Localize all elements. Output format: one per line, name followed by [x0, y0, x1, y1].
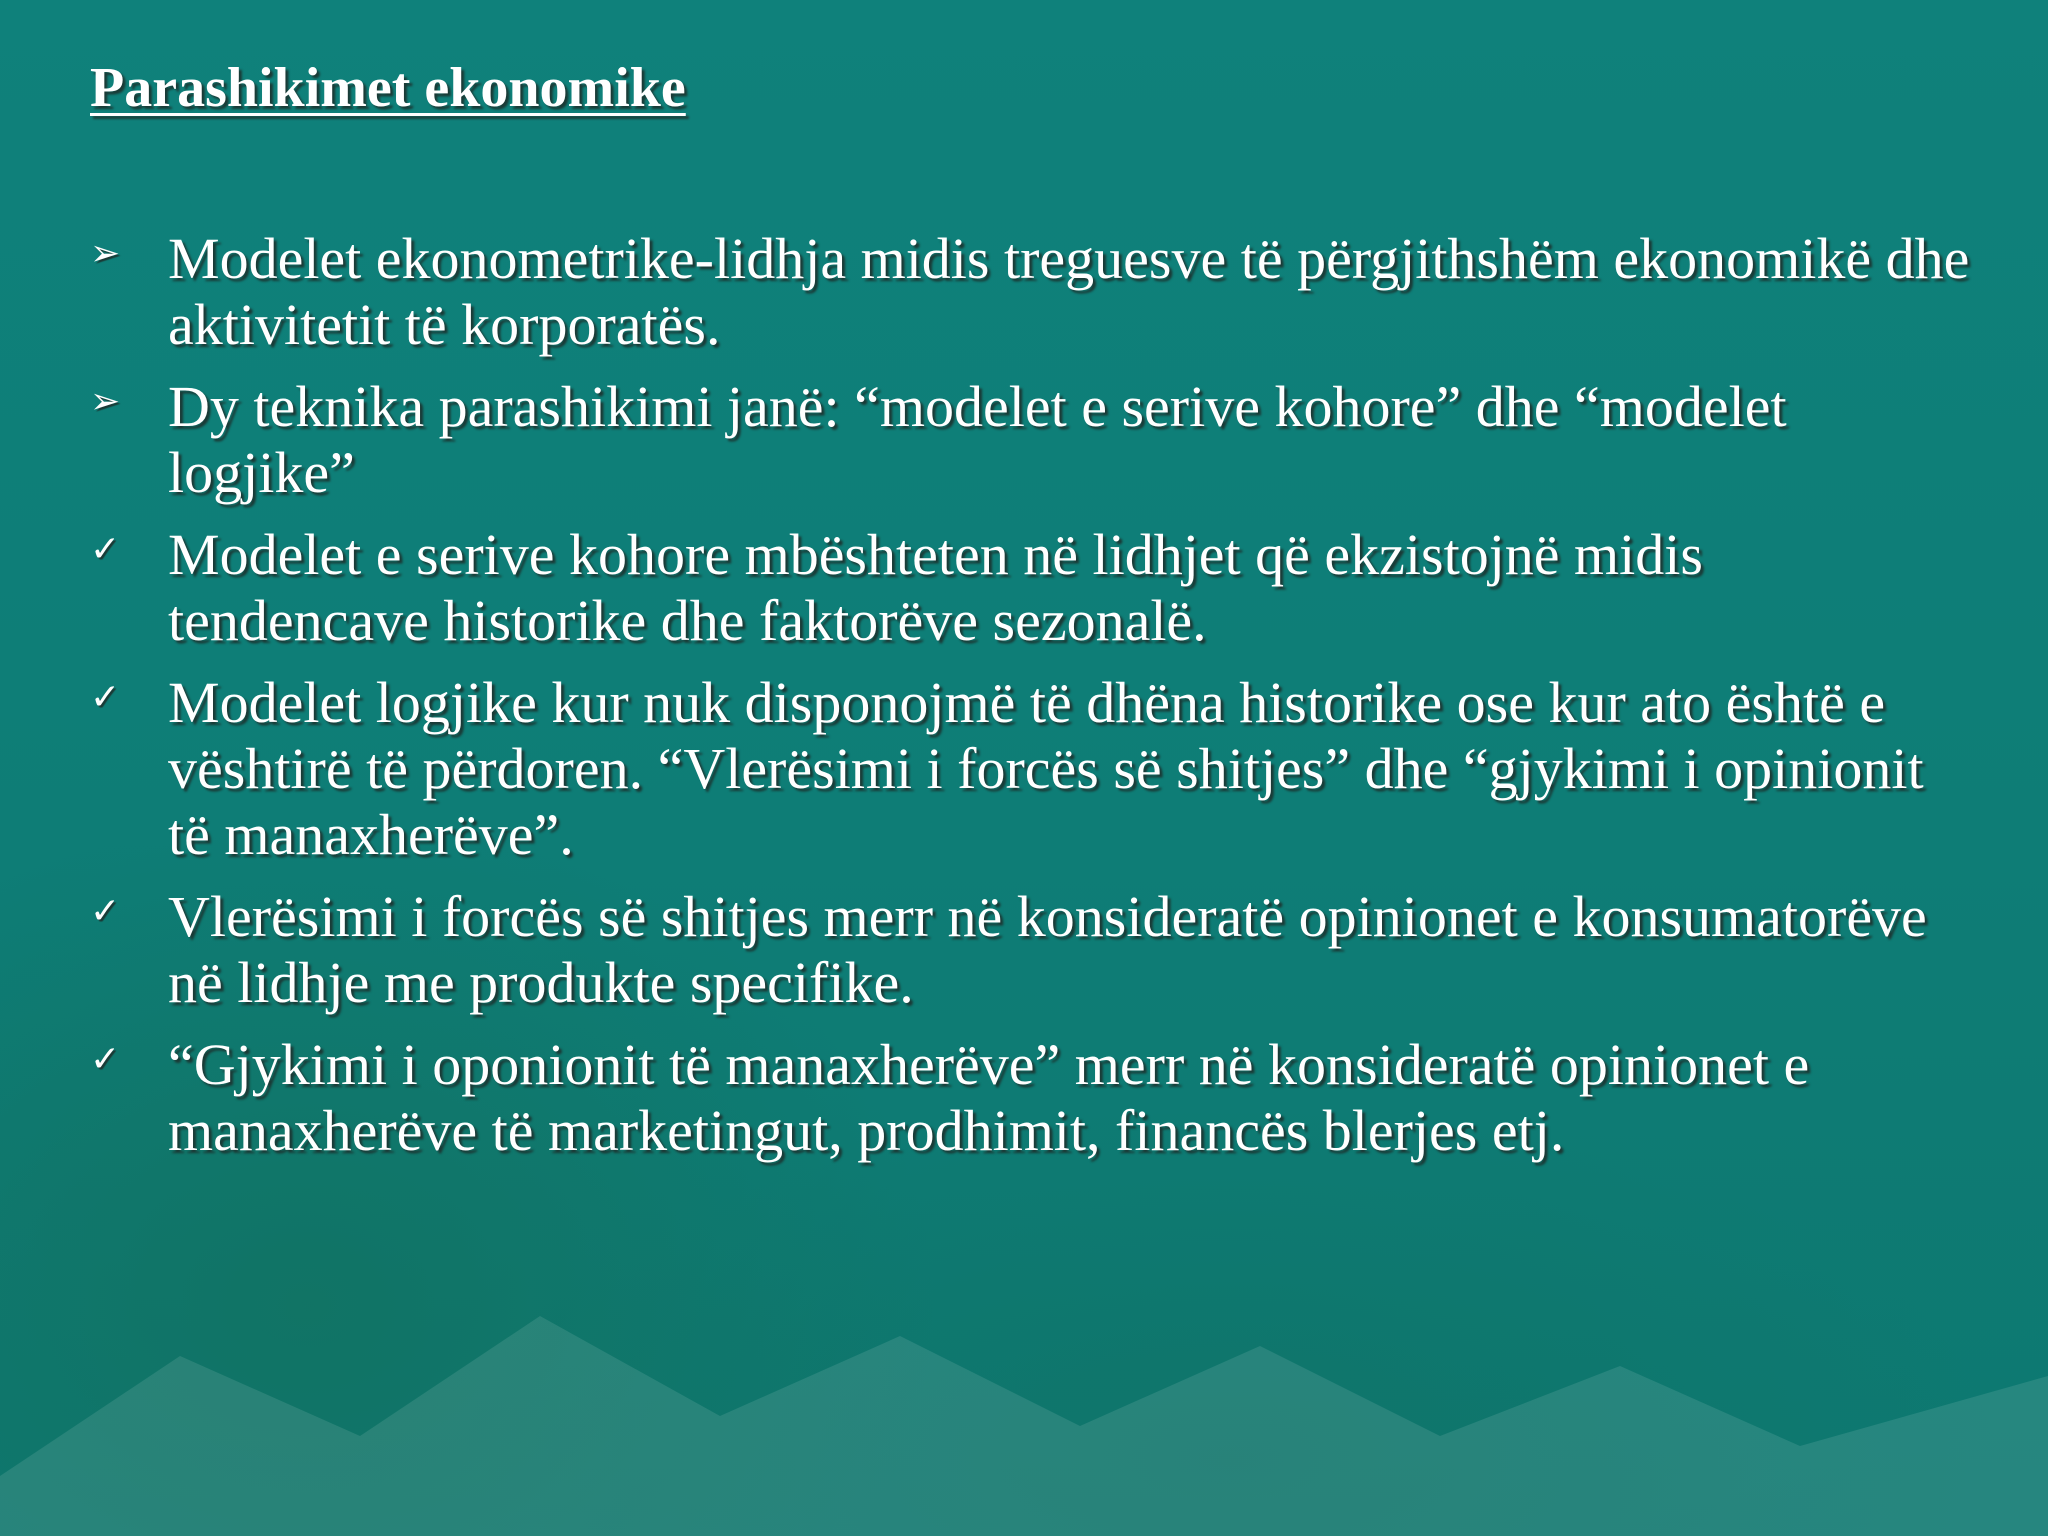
arrow-bullet-icon: ➢ — [90, 233, 121, 274]
bullet-item — [90, 374, 1970, 506]
bullet-text: Modelet logjike kur nuk disponojmë të dhëna historike ose kur ato është e vështirë të përdoren. “Vlerësimi i forcës së shitjes” dhe “gjykimi i opinionit të manaxherëve”. — [168, 670, 1924, 867]
bullet-list — [90, 226, 1970, 1180]
slide-title: Parashikimet ekonomike — [90, 57, 686, 119]
bullet-text: Dy teknika parashikimi janë: “modelet e serive kohore” dhe “modelet logjike” — [168, 374, 1787, 505]
arrow-bullet-icon: ➢ — [90, 381, 121, 422]
background-arrow-pattern — [0, 1176, 2048, 1536]
bullet-text: Modelet e serive kohore mbështeten në lidhjet që ekzistojnë midis tendencave historike dhe faktorëve sezonalë. — [168, 522, 1703, 653]
bullet-item — [90, 226, 1970, 358]
checkmark-bullet-icon: ✓ — [90, 891, 121, 932]
checkmark-bullet-icon: ✓ — [90, 677, 121, 718]
bullet-item — [90, 1032, 1970, 1164]
bullet-text: Modelet ekonometrike-lidhja midis treguesve të përgjithshëm ekonomikë dhe aktivitetit të korporatës. — [168, 226, 1970, 357]
bullet-item — [90, 670, 1970, 868]
checkmark-bullet-icon: ✓ — [90, 1039, 121, 1080]
bullet-text: “Gjykimi i oponionit të manaxherëve” merr në konsideratë opinionet e manaxherëve të marketingut, prodhimit, financës blerjes etj. — [168, 1032, 1810, 1163]
checkmark-bullet-icon: ✓ — [90, 529, 121, 570]
bullet-item — [90, 522, 1970, 654]
bullet-text: Vlerësimi i forcës së shitjes merr në konsideratë opinionet e konsumatorëve në lidhje me produkte specifike. — [168, 884, 1927, 1015]
bullet-item — [90, 884, 1970, 1016]
